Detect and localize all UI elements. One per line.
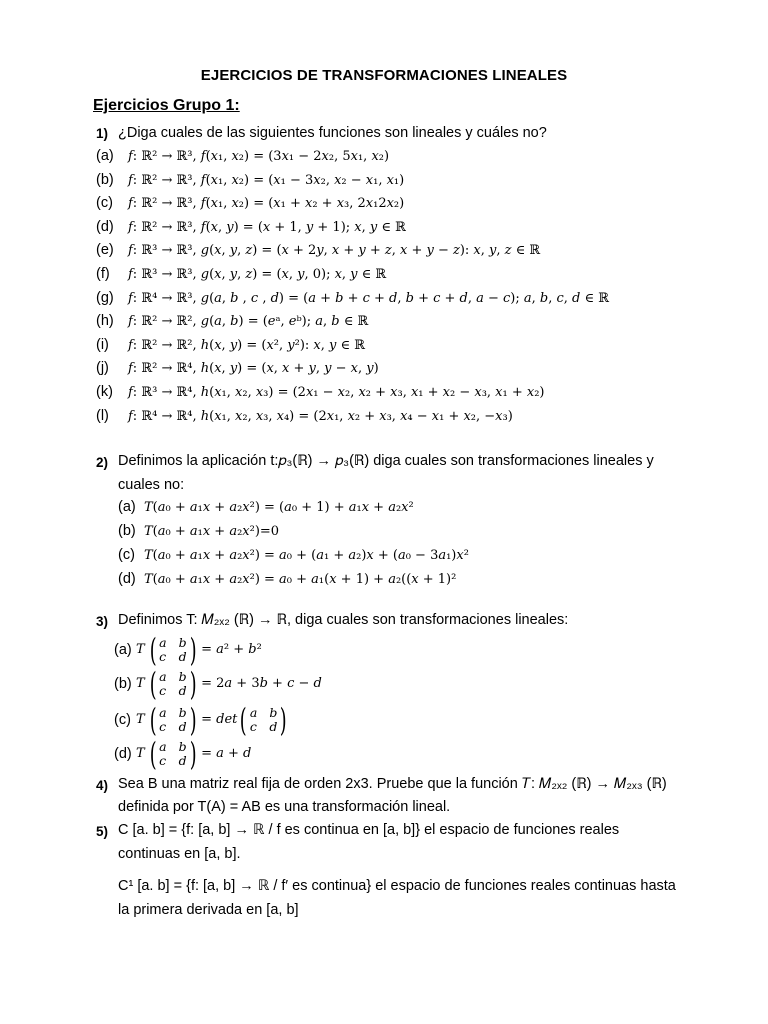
left-paren: ( [149,631,157,669]
exercise-2-line-2: cuales no: [118,477,185,493]
item-label: (l) [96,407,109,424]
item-label: (c) [118,547,135,563]
matrix-entry-c: 𝑐 [159,649,167,664]
item-label: (h) [96,313,114,330]
section-heading: Ejercicios Grupo 1: [93,97,240,114]
item-label: (d) [114,746,132,762]
function-symbol: 𝑇 [136,676,145,691]
matrix-entry-b: 𝑏 [178,669,187,684]
exercise-3-item [114,701,290,739]
exercise-5-number: 5) [96,824,109,839]
exercise-3-item [114,631,262,669]
exercise-1-item [96,194,404,213]
item-expression: 𝑇(𝑎₀ + 𝑎₁𝑥 + 𝑎₂𝑥²) = 𝑎₀ + 𝑎₁(𝑥 + 1) + 𝑎₂((𝑥 + 1)² [144,572,457,587]
matrix-2x2 [147,735,199,773]
exercise-3-item [114,665,322,703]
matrix-entry-a: 𝑎 [159,669,167,684]
exercise-5-line-4: la primera derivada en [a, b] [118,902,299,918]
item-label: (f) [96,266,110,282]
function-symbol: 𝑇 [136,642,145,657]
exercise-4-line-1: Sea B una matriz real fija de orden 2x3. Pruebe que la función 𝑇: 𝑀₂ₓ₂ (ℝ) → 𝑀₂ₓ₃ (ℝ) [118,776,667,792]
matrix-entry-c: 𝑐 [159,719,167,734]
left-paren: ( [149,701,157,739]
right-paren: ) [280,701,288,739]
item-label: (g) [96,289,114,306]
item-label: (d) [118,571,136,587]
exercise-1-item [96,312,368,331]
function-symbol: 𝑇 [136,746,145,761]
item-expression: 𝑓: ℝ² → ℝ³, 𝑓(𝑥₁, 𝑥₂) = (3𝑥₁ − 2𝑥₂, 5𝑥₁, 𝑥₂) [128,149,390,164]
item-expression: 𝑓: ℝ² → ℝ², 𝑔(𝑎, 𝑏) = (𝑒ᵃ, 𝑒ᵇ); 𝑎, 𝑏 ∈ ℝ [128,314,369,330]
exercise-2-number: 2) [96,455,109,470]
item-expression: 𝑓: ℝ⁴ → ℝ⁴, ℎ(𝑥₁, 𝑥₂, 𝑥₃, 𝑥₄) = (2𝑥₁, 𝑥₂ + 𝑥₃, 𝑥₄ − 𝑥₁ + 𝑥₂, −𝑥₃) [128,408,513,424]
exercise-1-item [96,171,404,190]
exercise-4-line-2: definida por T(A) = AB es una transformación lineal. [118,799,451,815]
item-expression: 𝑓: ℝ² → ℝ², ℎ(𝑥, 𝑦) = (𝑥², 𝑦²): 𝑥, 𝑦 ∈ ℝ [128,337,366,353]
exercise-3-item [114,735,252,773]
item-rhs: = 𝑑𝑒𝑡 [201,712,238,727]
matrix-2x2 [147,701,199,739]
matrix-entry-c: 𝑐 [159,753,167,768]
matrix-entry-d: 𝑑 [178,683,187,698]
exercise-2-item [118,546,469,565]
item-label: (e) [96,242,114,259]
item-label: (a) [114,642,132,658]
exercise-3-number: 3) [96,614,109,629]
left-paren: ( [149,665,157,703]
item-expression: 𝑓: ℝ² → ℝ³, 𝑓(𝑥₁, 𝑥₂) = (𝑥₁ − 3𝑥₂, 𝑥₂ − 𝑥₁, 𝑥₁) [128,172,405,188]
item-label: (b) [114,676,132,692]
exercise-2-line-1: Definimos la aplicación t:𝑝₃(ℝ) → 𝑝₃(ℝ) diga cuales son transformaciones lineales y [118,453,654,469]
exercise-1-question: ¿Diga cuales de las siguientes funciones son lineales y cuáles no? [118,125,547,141]
item-label: (i) [96,336,109,353]
matrix-entry-b: 𝑏 [178,705,187,720]
item-label: (a) [96,148,114,164]
matrix-entry-a: 𝑎 [249,705,258,720]
left-paren: ( [149,735,157,773]
item-expression: 𝑇(𝑎₀ + 𝑎₁𝑥 + 𝑎₂𝑥²) = (𝑎₀ + 1) + 𝑎₁𝑥 + 𝑎₂𝑥² [144,500,414,515]
item-expression: 𝑇(𝑎₀ + 𝑎₁𝑥 + 𝑎₂𝑥²)=0 [144,524,280,539]
exercise-3-line-1: Definimos T: 𝑀₂ₓ₂ (ℝ) → ℝ, diga cuales son transformaciones lineales: [118,612,569,628]
exercise-4-number: 4) [96,778,109,793]
exercise-2-item [118,570,456,589]
matrix-2x2 [147,631,199,669]
exercise-1-item [96,218,406,237]
matrix-entry-b: 𝑏 [178,739,187,754]
matrix-entry-c: 𝑐 [159,683,167,698]
matrix-2x2 [147,665,199,703]
item-label: (d) [96,218,114,235]
matrix-entry-d: 𝑑 [178,719,187,734]
matrix-entry-b: 𝑏 [269,705,278,720]
exercise-2-item [118,522,279,541]
exercise-5-line-3: C¹ [a. b] = {f: [a, b] → ℝ / f′ es continua} el espacio de funciones reales continuas hasta [118,878,676,894]
item-label: (k) [96,384,113,400]
exercise-1-item [96,407,513,426]
item-rhs: = 𝑎 + 𝑑 [201,746,252,761]
matrix-entry-a: 𝑎 [159,705,167,720]
matrix-entry-c: 𝑐 [249,719,257,734]
right-paren: ) [189,665,197,703]
matrix-entry-d: 𝑑 [178,753,187,768]
item-expression: 𝑓: ℝ² → ℝ³, 𝑓(𝑥, 𝑦) = (𝑥 + 1, 𝑦 + 1); 𝑥, 𝑦 ∈ ℝ [128,219,406,235]
matrix-entry-b: 𝑏 [178,635,187,650]
item-expression: 𝑓: ℝ³ → ℝ³, 𝑔(𝑥, 𝑦, 𝑧) = (𝑥 + 2𝑦, 𝑥 + 𝑦 + 𝑧, 𝑥 + 𝑦 − 𝑧): 𝑥, 𝑦, 𝑧 ∈ ℝ [128,243,541,259]
exercise-1-item [96,265,386,284]
matrix-entry-a: 𝑎 [159,635,167,650]
item-expression: 𝑓: ℝ³ → ℝ⁴, ℎ(𝑥₁, 𝑥₂, 𝑥₃) = (2𝑥₁ − 𝑥₂, 𝑥₂ + 𝑥₃, 𝑥₁ + 𝑥₂ − 𝑥₃, 𝑥₁ + 𝑥₂) [128,385,545,400]
right-paren: ) [189,701,197,739]
item-rhs: = 𝑎² + 𝑏² [201,642,262,657]
item-expression: 𝑓: ℝ³ → ℝ³, 𝑔(𝑥, 𝑦, 𝑧) = (𝑥, 𝑦, 0); 𝑥, 𝑦 ∈ ℝ [128,267,387,282]
exercise-1-item [96,147,389,166]
exercise-1-item [96,336,365,355]
exercise-1-item [96,289,609,308]
exercise-2-item [118,498,414,517]
exercise-5-line-1: C [a. b] = {f: [a, b] → ℝ / f es continua en [a, b]} el espacio de funciones reales [118,822,620,838]
document-title: EJERCICIOS DE TRANSFORMACIONES LINEALES [200,67,568,84]
item-expression: 𝑓: ℝ⁴ → ℝ³, 𝑔(𝑎, 𝑏 , 𝑐 , 𝑑) = (𝑎 + 𝑏 + 𝑐 + 𝑑, 𝑏 + 𝑐 + 𝑑, 𝑎 − 𝑐); 𝑎, 𝑏, 𝑐, 𝑑 ∈ ℝ [128,290,610,306]
item-label: (j) [96,360,109,377]
item-rhs: = 2𝑎 + 3𝑏 + 𝑐 − 𝑑 [201,676,322,691]
item-expression: 𝑇(𝑎₀ + 𝑎₁𝑥 + 𝑎₂𝑥²) = 𝑎₀ + (𝑎₁ + 𝑎₂)𝑥 + (𝑎₀ − 3𝑎₁)𝑥² [144,548,469,563]
item-label: (c) [96,195,113,212]
item-label: (c) [114,712,131,728]
item-label: (a) [118,499,136,515]
right-paren: ) [189,735,197,773]
right-paren: ) [189,631,197,669]
exercise-5-line-2: continuas en [a, b]. [118,846,241,862]
left-paren: ( [240,701,248,739]
matrix-2x2 [237,701,289,739]
item-expression: 𝑓: ℝ² → ℝ³, 𝑓(𝑥₁, 𝑥₂) = (𝑥₁ + 𝑥₂ + 𝑥₃, 2𝑥₁2𝑥₂) [128,196,405,212]
matrix-entry-a: 𝑎 [159,739,167,754]
matrix-entry-d: 𝑑 [269,719,278,734]
item-expression: 𝑓: ℝ² → ℝ⁴, ℎ(𝑥, 𝑦) = (𝑥, 𝑥 + 𝑦, 𝑦 − 𝑥, 𝑦) [128,361,379,377]
matrix-entry-d: 𝑑 [178,649,187,664]
exercise-1-item [96,241,540,260]
function-symbol: 𝑇 [136,712,145,727]
exercise-1-item [96,359,379,378]
exercise-1-number: 1) [96,126,109,141]
item-label: (b) [96,171,114,188]
item-label: (b) [118,523,136,539]
exercise-1-item [96,383,545,402]
